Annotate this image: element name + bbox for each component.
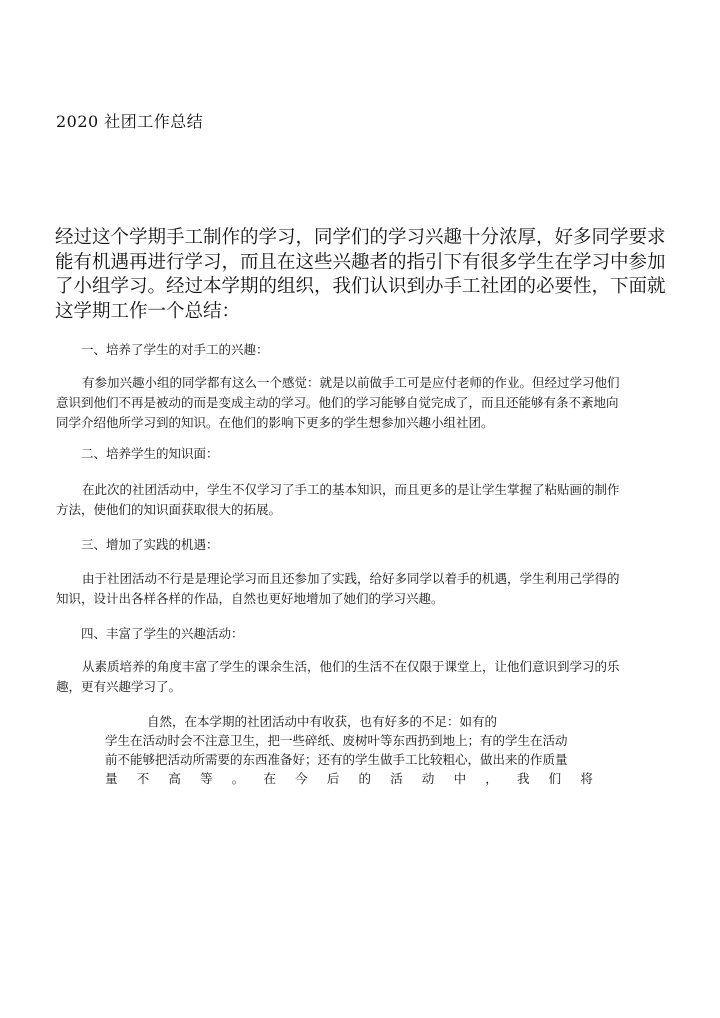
- paragraph-line: 学生在活动时会不注意卫生，把一些碎纸、废树叶等东西扔到地上；有的学生在活动: [105, 733, 568, 748]
- intro-line: 能有机遇再进行学习，而且在这些兴趣者的指引下有很多学生在学习中参加: [55, 251, 666, 273]
- spread-char: 动: [421, 771, 435, 786]
- section-heading-2: 二、培养学生的知识面：: [81, 446, 219, 461]
- section-heading-4: 四、丰富了学生的兴趣活动：: [81, 626, 244, 641]
- paragraph-line: 有参加兴趣小组的同学都有这么一个感觉：就是以前做手工可是应付老师的作业。但经过学习他们: [82, 375, 620, 390]
- section-paragraph-2: [56, 480, 668, 520]
- spread-char: 们: [548, 771, 562, 786]
- paragraph-line: 前不能够把活动所需要的东西准备好；还有的学生做手工比较粗心，做出来的作质量: [105, 752, 568, 767]
- spread-char: 在: [263, 771, 276, 786]
- spread-char: 我: [516, 771, 530, 786]
- spread-char: 的: [358, 771, 372, 786]
- intro-line: 经过这个学期手工制作的学习，同学们的学习兴趣十分浓厚，好多同学要求: [55, 227, 666, 248]
- paragraph-line: 方法，使他们的知识面获取很大的拓展。: [56, 502, 282, 517]
- spread-char: 今: [295, 771, 308, 786]
- spread-char: 等: [200, 771, 213, 786]
- paragraph-line: 意识到他们不再是被动的而是变成主动的学习。他们的学习能够自觉完成了，而且还能够有条不紊地向: [56, 395, 619, 410]
- spread-char: 将: [580, 771, 593, 786]
- section-paragraph-3: [56, 569, 668, 609]
- document-title: 2020 社团工作总结: [56, 112, 204, 131]
- spread-text-line: [105, 769, 593, 788]
- section-paragraph-4: [56, 657, 668, 697]
- spread-char: 量: [105, 771, 118, 786]
- paragraph-line: 在此次的社团活动中，学生不仅学习了手工的基本知识，而且更多的是让学生掌握了粘贴画的制作: [82, 482, 620, 497]
- paragraph-line: 由于社团活动不行是是理论学习而且还参加了实践，给好多同学以着手的机遇，学生利用己学得的: [82, 571, 620, 586]
- paragraph-line: 自然，在本学期的社团活动中有收获，也有好多的不足：如有的: [147, 714, 498, 729]
- section-heading-1: 一、培养了学生的对手工的兴趣：: [81, 342, 269, 357]
- intro-line: 这学期工作一个总结：: [55, 300, 241, 322]
- section-paragraph-1: [56, 373, 668, 433]
- closing-paragraph: [105, 712, 605, 788]
- paragraph-line: 趣，更有兴趣学习了。: [56, 679, 182, 694]
- spread-char: 。: [231, 771, 245, 786]
- spread-char: 不: [136, 771, 150, 786]
- spread-char: ，: [485, 771, 498, 786]
- section-heading-3: 三、增加了实践的机遇：: [81, 537, 219, 552]
- spread-char: 中: [453, 771, 467, 786]
- paragraph-line: 从素质培养的角度丰富了学生的课余生活，他们的生活不在仅限于课堂上，让他们意识到学习的乐: [82, 659, 620, 674]
- intro-paragraph: [55, 226, 667, 324]
- intro-line: 了小组学习。经过本学期的组织，我们认识到办手工社团的必要性，下面就: [55, 276, 666, 297]
- spread-char: 高: [168, 771, 181, 786]
- paragraph-line: 知识，设计出各样各样的作品，自然也更好地增加了她们的学习兴趣。: [56, 591, 444, 606]
- paragraph-line: 同学介绍他所学习到的知识。在他们的影响下更多的学生想参加兴趣小组社团。: [56, 415, 494, 430]
- spread-char: 活: [390, 771, 403, 786]
- spread-char: 后: [326, 771, 340, 786]
